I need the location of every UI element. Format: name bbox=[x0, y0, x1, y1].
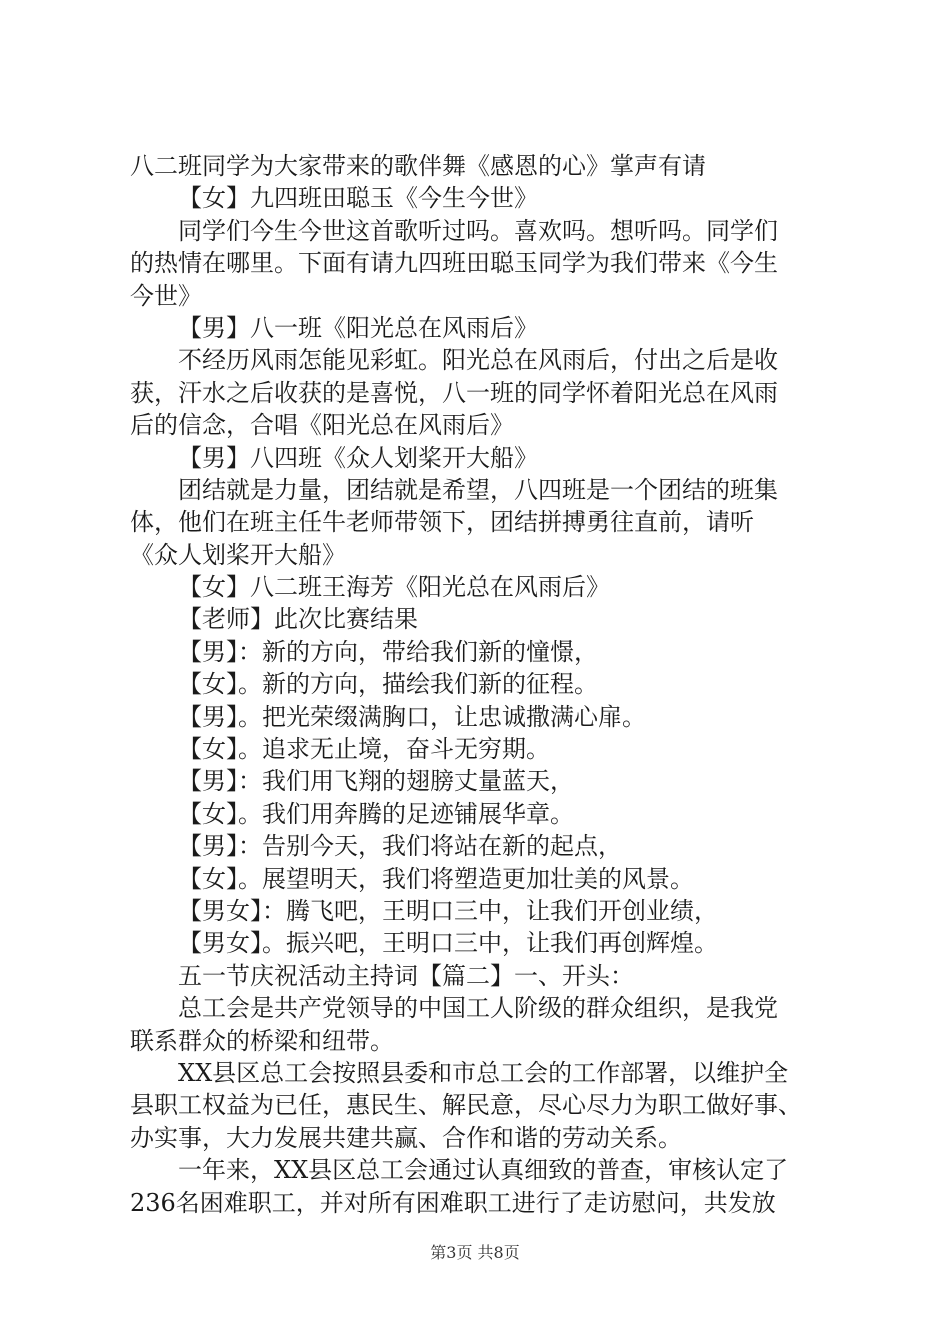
text-line: 【女】八二班王海芳《阳光总在风雨后》 bbox=[178, 573, 610, 602]
text-line: 总工会是共产党领导的中国工人阶级的群众组织，是我党 bbox=[178, 994, 778, 1023]
text-line: 的热情在哪里。下面有请九四班田聪玉同学为我们带来《今生 bbox=[130, 249, 778, 278]
text-line: 获，汗水之后收获的是喜悦，八一班的同学怀着阳光总在风雨 bbox=[130, 378, 778, 407]
text-line: 【男女】：腾飞吧，王明口三中，让我们开创业绩， bbox=[178, 896, 718, 925]
text-line: 236名困难职工，并对所有困难职工进行了走访慰问，共发放 bbox=[130, 1188, 776, 1217]
text-line: 【男】八一班《阳光总在风雨后》 bbox=[178, 313, 538, 342]
text-line: 团结就是力量，团结就是希望，八四班是一个团结的班集 bbox=[178, 475, 778, 504]
page-footer: 第3页 共8页 bbox=[430, 1243, 520, 1262]
text-line: 一年来，XX县区总工会通过认真细致的普查，审核认定了 bbox=[178, 1156, 789, 1185]
text-line: 【男】：告别今天，我们将站在新的起点， bbox=[178, 832, 622, 861]
text-line: 五一节庆祝活动主持词【篇二】一、开头： bbox=[178, 961, 634, 990]
text-line: 《众人划桨开大船》 bbox=[130, 540, 346, 569]
text-line: 【老师】此次比赛结果 bbox=[178, 605, 418, 634]
text-line: 同学们今生今世这首歌听过吗。喜欢吗。想听吗。同学们 bbox=[178, 216, 778, 245]
text-line: 【女】。新的方向，描绘我们新的征程。 bbox=[178, 670, 598, 699]
text-line: 【女】。我们用奔腾的足迹铺展华章。 bbox=[178, 799, 574, 828]
text-line: 今世》 bbox=[130, 281, 202, 310]
text-line: 【女】。展望明天，我们将塑造更加壮美的风景。 bbox=[178, 864, 694, 893]
text-line: 【男】八四班《众人划桨开大船》 bbox=[178, 443, 538, 472]
text-line: XX县区总工会按照县委和市总工会的工作部署，以维护全 bbox=[178, 1058, 789, 1087]
text-line: 县职工权益为已任，惠民生、解民意，尽心尽力为职工做好事、 bbox=[130, 1091, 802, 1120]
text-line: 【男女】。振兴吧，王明口三中，让我们再创辉煌。 bbox=[178, 929, 718, 958]
text-line: 【男】。把光荣缀满胸口，让忠诚撒满心扉。 bbox=[178, 702, 646, 731]
text-line: 【男】：新的方向，带给我们新的憧憬， bbox=[178, 637, 598, 666]
text-line: 办实事，大力发展共建共赢、合作和谐的劳动关系。 bbox=[130, 1123, 682, 1152]
text-line: 不经历风雨怎能见彩虹。阳光总在风雨后，付出之后是收 bbox=[178, 346, 778, 375]
text-line: 联系群众的桥梁和纽带。 bbox=[130, 1026, 394, 1055]
text-line: 【女】。追求无止境，奋斗无穷期。 bbox=[178, 735, 550, 764]
text-line: 【女】九四班田聪玉《今生今世》 bbox=[178, 184, 538, 213]
text-line: 后的信念，合唱《阳光总在风雨后》 bbox=[130, 411, 514, 440]
text-line: 【男】：我们用飞翔的翅膀丈量蓝天， bbox=[178, 767, 574, 796]
document-body bbox=[130, 150, 830, 1219]
text-line: 体，他们在班主任牛老师带领下，团结拼搏勇往直前，请听 bbox=[130, 508, 754, 537]
text-line: 八二班同学为大家带来的歌伴舞《感恩的心》掌声有请 bbox=[130, 152, 706, 180]
